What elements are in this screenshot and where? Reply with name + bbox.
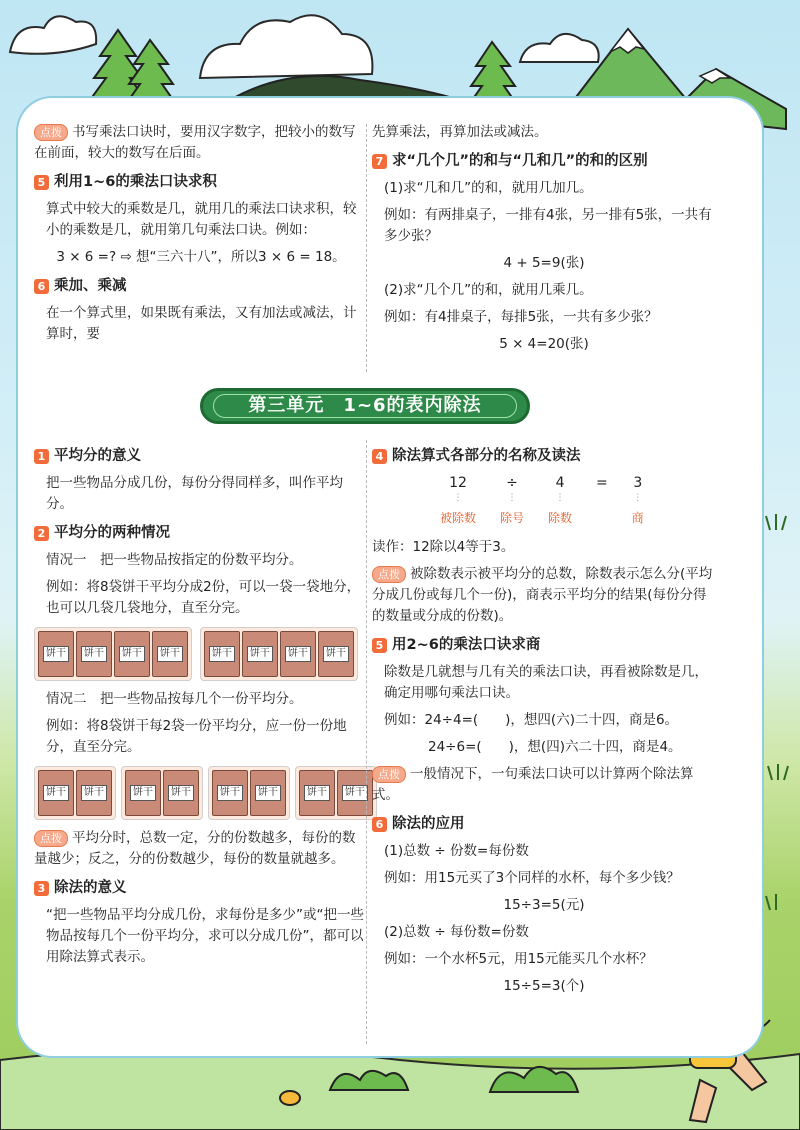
column-divider: [366, 124, 367, 372]
sub-heading: (2)求“几个几”的和，就用几乘几。: [384, 282, 593, 298]
section-number: 1: [34, 449, 49, 464]
unit-title: 第三单元 1~6的表内除法: [248, 395, 482, 416]
biscuit-bag-icon: 饼干: [38, 770, 74, 816]
section-heading: 7 求“几个几”的和与“几和几”的和的区别: [372, 151, 716, 172]
section-number: 5: [34, 175, 49, 190]
biscuit-groups-case2: [34, 766, 368, 820]
biscuit-bag-icon: 饼干: [76, 631, 112, 677]
tip-badge: 点拨: [372, 566, 406, 583]
bushes: [330, 1071, 408, 1090]
example-text: 例如：一个水杯5元，用15元能买几个水杯？: [384, 951, 653, 967]
tip-text: 平均分时，总数一定，分的份数越多，每份的数量越少；反之，分的份数越少，每份的数量就越多。: [34, 830, 356, 867]
biscuit-bag-icon: 饼干: [318, 631, 354, 677]
division-sign: ÷: [506, 475, 518, 491]
example-text: 例如：有4排桌子，每排5张，一共有多少张？: [384, 309, 658, 325]
section-heading: 3 除法的意义: [34, 878, 368, 899]
biscuit-group: [34, 766, 116, 820]
divisor-value: 4: [555, 475, 565, 491]
biscuit-groups-case1: [34, 627, 368, 681]
example-text: 24÷6=( )，想(四)六二十四，商是4。: [428, 739, 682, 755]
quotient-value: 3: [633, 475, 643, 491]
example-text: 例如：将8袋饼干平均分成2份，可以一袋一袋地分，也可以几袋几袋地分，直至分完。: [46, 579, 361, 616]
biscuit-bag-icon: 饼干: [163, 770, 199, 816]
example-equation: 15÷3=5(元): [503, 897, 585, 913]
tip-text: 书写乘法口诀时，要用汉字数字，把较小的数写在前面，较大的数写在后面。: [34, 124, 356, 161]
section-heading: 6 乘加、乘减: [34, 276, 368, 297]
section-heading: 1 平均分的意义: [34, 446, 368, 467]
biscuit-bag-icon: 饼干: [337, 770, 373, 816]
section-number: 4: [372, 449, 387, 464]
paragraph: 把一些物品分成几份，每份分得同样多，叫作平均分。: [46, 475, 343, 512]
biscuit-group: [121, 766, 203, 820]
bottom-left-column: [34, 438, 368, 974]
example-text: 例如：将8袋饼干每2袋一份平均分，应一份一份地分，直至分完。: [46, 718, 347, 755]
cloud-center: [200, 15, 372, 78]
tip-text: 被除数表示被平均分的总数，除数表示怎么分(平均分成几份或每几个一份)，商表示平均分的结果(每份分得的数量或分成的份数)。: [372, 566, 713, 624]
sub-heading: (1)求“几和几”的和，就用几加几。: [384, 180, 593, 196]
example-text: 例如：有两排桌子，一排有4张，另一排有5张，一共有多少张？: [384, 207, 712, 244]
reading-text: 读作：12除以4等于3。: [372, 539, 515, 555]
sub-heading: (2)总数 ÷ 每份数=份数: [384, 924, 529, 940]
biscuit-bag-icon: 饼干: [38, 631, 74, 677]
case-title: 情况二 把一些物品按每几个一份平均分。: [46, 691, 303, 707]
stone: [280, 1091, 300, 1105]
example-equation: 3 × 6 =? ⇨ 想“三六十八”，所以3 × 6 = 18。: [56, 249, 346, 265]
example-equation: 5 × 4=20(张): [499, 336, 589, 352]
top-left-column: [34, 122, 368, 351]
cloud-left: [10, 16, 96, 54]
dark-hill: [230, 76, 460, 100]
sub-heading: (1)总数 ÷ 份数=每份数: [384, 843, 529, 859]
tip-text: 一般情况下，一句乘法口诀可以计算两个除法算式。: [372, 766, 694, 803]
section-number: 7: [372, 154, 387, 169]
paragraph: 在一个算式里，如果既有乘法，又有加法或减法，计算时，要: [46, 305, 357, 342]
divisor-label: 除数: [548, 511, 573, 525]
tip-badge: 点拨: [372, 766, 406, 783]
biscuit-bag-icon: 饼干: [242, 631, 278, 677]
equals-sign: =: [596, 475, 608, 491]
biscuit-bag-icon: 饼干: [114, 631, 150, 677]
biscuit-bag-icon: 饼干: [152, 631, 188, 677]
paragraph: 先算乘法，再算加法或减法。: [372, 124, 548, 140]
section-number: 3: [34, 881, 49, 896]
section-number: 6: [34, 279, 49, 294]
dividend-label: 被除数: [440, 511, 477, 525]
section-number: 6: [372, 817, 387, 832]
paragraph: 算式中较大的乘数是几，就用几的乘法口诀求积，较小的乘数是几，就用第几句乘法口诀。例如：: [46, 201, 357, 238]
biscuit-group: [34, 627, 192, 681]
biscuit-group: [208, 766, 290, 820]
biscuit-bag-icon: 饼干: [204, 631, 240, 677]
case-title: 情况一 把一些物品按指定的份数平均分。: [46, 552, 303, 568]
example-text: 例如：24÷4=( )，想四(六)二十四，商是6。: [384, 712, 679, 728]
biscuit-group: [200, 627, 358, 681]
section-number: 5: [372, 638, 387, 653]
unit-title-banner: [200, 388, 530, 424]
section-number: 2: [34, 526, 49, 541]
top-right-column: [372, 122, 716, 361]
section-heading: 5 用2~6的乘法口诀求商: [372, 635, 716, 656]
biscuit-bag-icon: 饼干: [76, 770, 112, 816]
section-heading: 5 利用1~6的乘法口诀求积: [34, 172, 368, 193]
paragraph: 除数是几就想与几有关的乘法口诀，再看被除数是几，确定用哪句乘法口诀。: [384, 664, 708, 701]
division-parts-diagram: 12 ⋮ 被除数 ÷ ⋮ 除号 4 ⋮ 除数 = 3 ⋮ 商: [440, 473, 716, 529]
column-divider: [366, 440, 367, 1044]
tip-badge: 点拨: [34, 830, 68, 847]
section-heading: 6 除法的应用: [372, 814, 716, 835]
biscuit-bag-icon: 饼干: [280, 631, 316, 677]
division-sign-label: 除号: [500, 511, 525, 525]
section-heading: 2 平均分的两种情况: [34, 523, 368, 544]
biscuit-bag-icon: 饼干: [212, 770, 248, 816]
tip-badge: 点拨: [34, 124, 68, 141]
paragraph: “把一些物品平均分成几份，求每份是多少”或“把一些物品按每几个一份平均分，求可以分成几份”，都可以用除法算式表示。: [46, 907, 364, 965]
biscuit-bag-icon: 饼干: [125, 770, 161, 816]
biscuit-bag-icon: 饼干: [299, 770, 335, 816]
biscuit-bag-icon: 饼干: [250, 770, 286, 816]
quotient-label: 商: [631, 511, 644, 525]
example-equation: 15÷5=3(个): [503, 978, 585, 994]
example-equation: 4 + 5=9(张): [503, 255, 585, 271]
section-heading: 4 除法算式各部分的名称及读法: [372, 446, 716, 467]
bottom-right-column: [372, 438, 716, 1003]
dividend-value: 12: [449, 475, 467, 491]
example-text: 例如：用15元买了3个同样的水杯，每个多少钱？: [384, 870, 680, 886]
cloud-right: [520, 34, 599, 62]
biscuit-group: [295, 766, 377, 820]
